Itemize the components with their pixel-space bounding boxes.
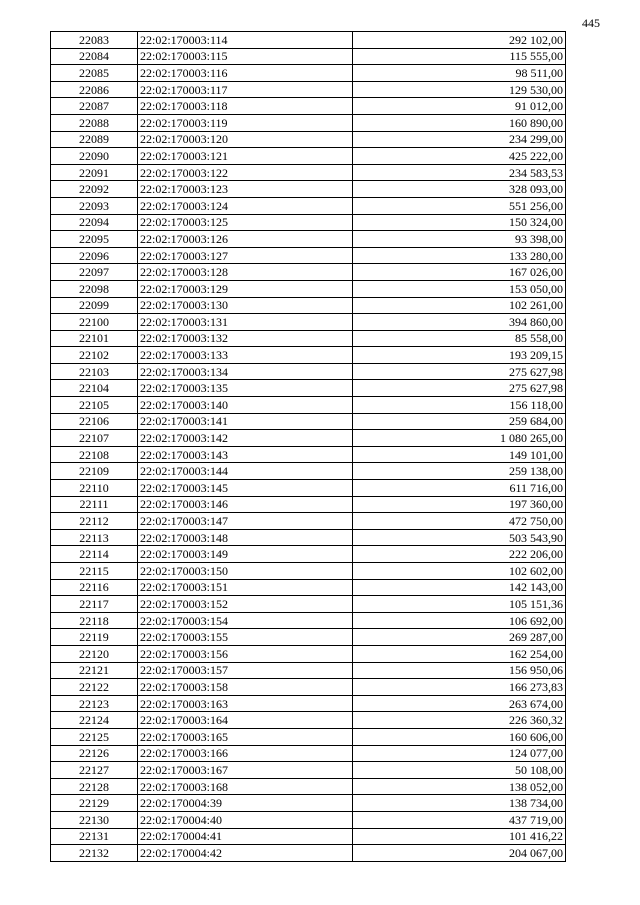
row-number-cell: 22126 (51, 745, 138, 762)
cadastral-value-cell: 115 555,00 (353, 48, 566, 65)
page-number: 445 (582, 16, 600, 30)
row-number-cell: 22093 (51, 197, 138, 214)
cadastral-number-cell: 22:02:170003:122 (138, 164, 353, 181)
row-number-cell: 22104 (51, 380, 138, 397)
cadastral-number-cell: 22:02:170003:158 (138, 679, 353, 696)
cadastral-value-cell: 106 692,00 (353, 612, 566, 629)
table-row (51, 546, 566, 563)
cadastral-number-cell: 22:02:170003:129 (138, 280, 353, 297)
table-row (51, 314, 566, 331)
row-number-cell: 22086 (51, 81, 138, 98)
cadastral-number-cell: 22:02:170003:167 (138, 762, 353, 779)
row-number-cell: 22100 (51, 314, 138, 331)
cadastral-number-cell: 22:02:170003:117 (138, 81, 353, 98)
row-number-cell: 22114 (51, 546, 138, 563)
row-number-cell: 22127 (51, 762, 138, 779)
cadastral-number-cell: 22:02:170003:156 (138, 645, 353, 662)
cadastral-number-cell: 22:02:170003:165 (138, 728, 353, 745)
row-number-cell: 22107 (51, 430, 138, 447)
row-number-cell: 22090 (51, 148, 138, 165)
cadastral-number-cell: 22:02:170003:130 (138, 297, 353, 314)
row-number-cell: 22110 (51, 480, 138, 497)
cadastral-number-cell: 22:02:170003:118 (138, 98, 353, 115)
cadastral-number-cell: 22:02:170003:145 (138, 480, 353, 497)
cadastral-number-cell: 22:02:170003:163 (138, 695, 353, 712)
cadastral-value-cell: 142 143,00 (353, 579, 566, 596)
row-number-cell: 22119 (51, 629, 138, 646)
row-number-cell: 22097 (51, 264, 138, 281)
cadastral-value-cell: 105 151,36 (353, 596, 566, 613)
cadastral-value-cell: 133 280,00 (353, 247, 566, 264)
table-row (51, 32, 566, 49)
row-number-cell: 22096 (51, 247, 138, 264)
cadastral-number-cell: 22:02:170004:41 (138, 828, 353, 845)
cadastral-number-cell: 22:02:170003:125 (138, 214, 353, 231)
cadastral-value-cell: 102 261,00 (353, 297, 566, 314)
table-row (51, 280, 566, 297)
row-number-cell: 22111 (51, 496, 138, 513)
table-row (51, 413, 566, 430)
cadastral-number-cell: 22:02:170003:142 (138, 430, 353, 447)
cadastral-number-cell: 22:02:170003:141 (138, 413, 353, 430)
row-number-cell: 22102 (51, 347, 138, 364)
cadastral-value-cell: 259 684,00 (353, 413, 566, 430)
cadastral-number-cell: 22:02:170003:135 (138, 380, 353, 397)
cadastral-value-cell: 93 398,00 (353, 231, 566, 248)
cadastral-value-cell: 269 287,00 (353, 629, 566, 646)
cadastral-number-cell: 22:02:170003:123 (138, 181, 353, 198)
table-row (51, 679, 566, 696)
cadastral-number-cell: 22:02:170004:39 (138, 795, 353, 812)
cadastral-value-cell: 156 118,00 (353, 397, 566, 414)
cadastral-value-cell: 156 950,06 (353, 662, 566, 679)
cadastral-value-cell: 394 860,00 (353, 314, 566, 331)
table-row (51, 231, 566, 248)
cadastral-number-cell: 22:02:170003:147 (138, 513, 353, 530)
row-number-cell: 22122 (51, 679, 138, 696)
table-row (51, 446, 566, 463)
table-row (51, 845, 566, 862)
cadastral-value-cell: 138 734,00 (353, 795, 566, 812)
row-number-cell: 22120 (51, 645, 138, 662)
cadastral-number-cell: 22:02:170003:150 (138, 563, 353, 580)
cadastral-value-cell: 50 108,00 (353, 762, 566, 779)
cadastral-number-cell: 22:02:170003:127 (138, 247, 353, 264)
table-row (51, 264, 566, 281)
table-row (51, 563, 566, 580)
row-number-cell: 22105 (51, 397, 138, 414)
cadastral-value-cell: 226 360,32 (353, 712, 566, 729)
cadastral-value-cell: 98 511,00 (353, 65, 566, 82)
cadastral-value-cell: 234 583,53 (353, 164, 566, 181)
cadastral-number-cell: 22:02:170003:143 (138, 446, 353, 463)
table-row (51, 214, 566, 231)
cadastral-value-cell: 551 256,00 (353, 197, 566, 214)
row-number-cell: 22103 (51, 363, 138, 380)
cadastral-value-cell: 204 067,00 (353, 845, 566, 862)
row-number-cell: 22084 (51, 48, 138, 65)
cadastral-number-cell: 22:02:170003:146 (138, 496, 353, 513)
table-row (51, 197, 566, 214)
cadastral-value-cell: 437 719,00 (353, 811, 566, 828)
row-number-cell: 22106 (51, 413, 138, 430)
cadastral-value-cell: 166 273,83 (353, 679, 566, 696)
table-row (51, 645, 566, 662)
table-row (51, 81, 566, 98)
row-number-cell: 22131 (51, 828, 138, 845)
cadastral-value-cell: 1 080 265,00 (353, 430, 566, 447)
row-number-cell: 22108 (51, 446, 138, 463)
table-row (51, 695, 566, 712)
cadastral-value-cell: 149 101,00 (353, 446, 566, 463)
row-number-cell: 22132 (51, 845, 138, 862)
cadastral-value-cell: 292 102,00 (353, 32, 566, 49)
row-number-cell: 22087 (51, 98, 138, 115)
table-row (51, 745, 566, 762)
row-number-cell: 22115 (51, 563, 138, 580)
row-number-cell: 22121 (51, 662, 138, 679)
table-row (51, 430, 566, 447)
cadastral-value-cell: 138 052,00 (353, 778, 566, 795)
cadastral-number-cell: 22:02:170003:128 (138, 264, 353, 281)
cadastral-number-cell: 22:02:170003:133 (138, 347, 353, 364)
table-row (51, 629, 566, 646)
cadastral-value-cell: 234 299,00 (353, 131, 566, 148)
cadastral-value-cell: 162 254,00 (353, 645, 566, 662)
cadastral-value-cell: 102 602,00 (353, 563, 566, 580)
row-number-cell: 22095 (51, 231, 138, 248)
row-number-cell: 22116 (51, 579, 138, 596)
cadastral-number-cell: 22:02:170003:119 (138, 114, 353, 131)
row-number-cell: 22083 (51, 32, 138, 49)
row-number-cell: 22130 (51, 811, 138, 828)
table-row (51, 148, 566, 165)
cadastral-value-cell: 472 750,00 (353, 513, 566, 530)
table-row (51, 363, 566, 380)
table-row (51, 397, 566, 414)
row-number-cell: 22125 (51, 728, 138, 745)
cadastral-number-cell: 22:02:170003:132 (138, 330, 353, 347)
cadastral-number-cell: 22:02:170003:124 (138, 197, 353, 214)
table-row (51, 181, 566, 198)
cadastral-number-cell: 22:02:170003:151 (138, 579, 353, 596)
table-row (51, 65, 566, 82)
cadastral-number-cell: 22:02:170003:144 (138, 463, 353, 480)
cadastral-value-cell: 101 416,22 (353, 828, 566, 845)
cadastral-value-cell: 124 077,00 (353, 745, 566, 762)
cadastral-number-cell: 22:02:170003:120 (138, 131, 353, 148)
cadastral-number-cell: 22:02:170003:166 (138, 745, 353, 762)
table-row (51, 48, 566, 65)
row-number-cell: 22113 (51, 529, 138, 546)
row-number-cell: 22091 (51, 164, 138, 181)
table-row (51, 247, 566, 264)
table-row (51, 529, 566, 546)
cadastral-value-cell: 129 530,00 (353, 81, 566, 98)
row-number-cell: 22128 (51, 778, 138, 795)
cadastral-value-cell: 328 093,00 (353, 181, 566, 198)
cadastral-number-cell: 22:02:170003:168 (138, 778, 353, 795)
row-number-cell: 22088 (51, 114, 138, 131)
cadastral-value-cell: 150 324,00 (353, 214, 566, 231)
table-row (51, 380, 566, 397)
cadastral-value-cell: 160 890,00 (353, 114, 566, 131)
cadastral-number-cell: 22:02:170003:140 (138, 397, 353, 414)
cadastral-value-cell: 167 026,00 (353, 264, 566, 281)
row-number-cell: 22101 (51, 330, 138, 347)
cadastral-number-cell: 22:02:170003:114 (138, 32, 353, 49)
table-row (51, 712, 566, 729)
cadastral-number-cell: 22:02:170004:40 (138, 811, 353, 828)
table-row (51, 612, 566, 629)
table-row (51, 297, 566, 314)
table-row (51, 131, 566, 148)
table-row (51, 596, 566, 613)
table-row (51, 330, 566, 347)
row-number-cell: 22123 (51, 695, 138, 712)
row-number-cell: 22085 (51, 65, 138, 82)
cadastral-value-cell: 193 209,15 (353, 347, 566, 364)
cadastral-value-cell: 263 674,00 (353, 695, 566, 712)
cadastral-number-cell: 22:02:170004:42 (138, 845, 353, 862)
table-row (51, 114, 566, 131)
cadastral-value-table (50, 31, 566, 862)
table-row (51, 480, 566, 497)
cadastral-value-cell: 259 138,00 (353, 463, 566, 480)
cadastral-value-cell: 153 050,00 (353, 280, 566, 297)
row-number-cell: 22129 (51, 795, 138, 812)
cadastral-value-cell: 160 606,00 (353, 728, 566, 745)
table-row (51, 98, 566, 115)
cadastral-value-cell: 91 012,00 (353, 98, 566, 115)
table-row (51, 811, 566, 828)
table-row (51, 728, 566, 745)
row-number-cell: 22118 (51, 612, 138, 629)
row-number-cell: 22098 (51, 280, 138, 297)
row-number-cell: 22117 (51, 596, 138, 613)
cadastral-number-cell: 22:02:170003:164 (138, 712, 353, 729)
table-row (51, 513, 566, 530)
row-number-cell: 22094 (51, 214, 138, 231)
cadastral-value-cell: 222 206,00 (353, 546, 566, 563)
cadastral-number-cell: 22:02:170003:134 (138, 363, 353, 380)
table-row (51, 828, 566, 845)
cadastral-number-cell: 22:02:170003:149 (138, 546, 353, 563)
table-row (51, 463, 566, 480)
row-number-cell: 22124 (51, 712, 138, 729)
cadastral-number-cell: 22:02:170003:116 (138, 65, 353, 82)
cadastral-number-cell: 22:02:170003:152 (138, 596, 353, 613)
cadastral-value-cell: 197 360,00 (353, 496, 566, 513)
table-row (51, 164, 566, 181)
cadastral-number-cell: 22:02:170003:131 (138, 314, 353, 331)
cadastral-value-cell: 425 222,00 (353, 148, 566, 165)
cadastral-number-cell: 22:02:170003:148 (138, 529, 353, 546)
table-row (51, 795, 566, 812)
cadastral-number-cell: 22:02:170003:126 (138, 231, 353, 248)
cadastral-value-cell: 611 716,00 (353, 480, 566, 497)
cadastral-number-cell: 22:02:170003:157 (138, 662, 353, 679)
row-number-cell: 22099 (51, 297, 138, 314)
row-number-cell: 22112 (51, 513, 138, 530)
table-body (51, 32, 566, 862)
cadastral-number-cell: 22:02:170003:115 (138, 48, 353, 65)
cadastral-number-cell: 22:02:170003:155 (138, 629, 353, 646)
row-number-cell: 22089 (51, 131, 138, 148)
cadastral-value-cell: 85 558,00 (353, 330, 566, 347)
table-row (51, 579, 566, 596)
row-number-cell: 22092 (51, 181, 138, 198)
cadastral-value-cell: 275 627,98 (353, 363, 566, 380)
table-row (51, 662, 566, 679)
table-row (51, 347, 566, 364)
table-row (51, 778, 566, 795)
table-row (51, 496, 566, 513)
cadastral-number-cell: 22:02:170003:121 (138, 148, 353, 165)
cadastral-number-cell: 22:02:170003:154 (138, 612, 353, 629)
cadastral-value-cell: 275 627,98 (353, 380, 566, 397)
table-row (51, 762, 566, 779)
cadastral-value-cell: 503 543,90 (353, 529, 566, 546)
row-number-cell: 22109 (51, 463, 138, 480)
